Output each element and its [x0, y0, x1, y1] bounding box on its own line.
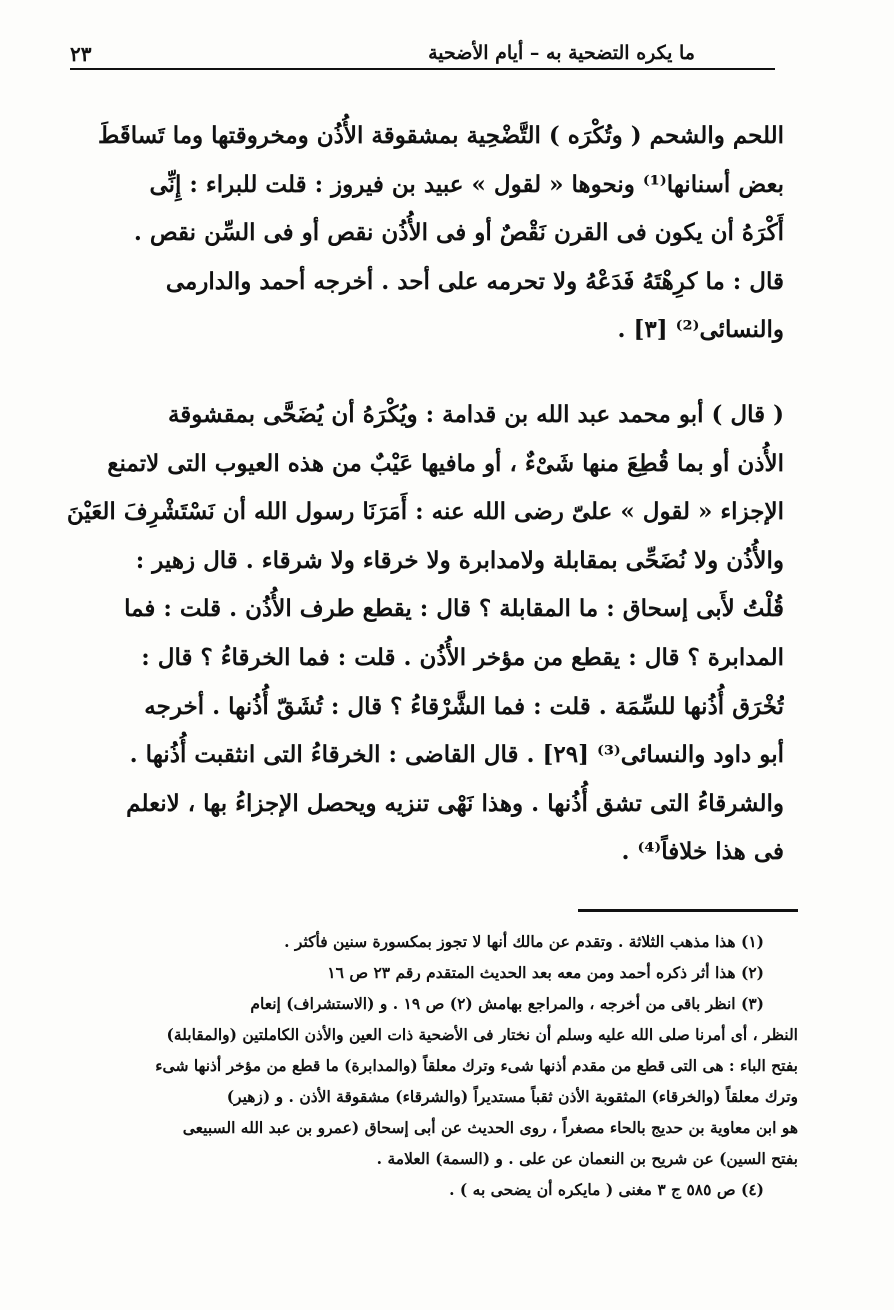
text-line: قال : ما كرِهْتَهُ فَدَعْهُ ولا تحرمه على أحد . أخرجه أحمد والدارمى	[165, 267, 784, 295]
text-line: والنسائى⁽²⁾ [٣] .	[617, 316, 784, 344]
footnote-3-line: هو ابن معاوية بن حديج بالحاء مصغراً ، روى الحديث عن أبى إسحاق (عمرو بن عبد الله السبيعى	[182, 1118, 798, 1137]
text-line: أَكْرَهُ أن يكون فى القرن نَقْصٌ أو فى الأُذُن نقص أو فى السِّن نقص .	[133, 219, 784, 247]
page-number: ٢٣	[70, 42, 92, 66]
text-line: قُلْتُ لأَبى إسحاق : ما المقابلة ؟ قال : يقطع طرف الأُذُن . قلت : فما	[124, 595, 784, 623]
footnote-3-line: النظر ، أى أمرنا صلى الله عليه وسلم أن نختار فى الأضحية ذات العين والأذن الكاملتين (والمقابلة)	[166, 1025, 798, 1044]
footnotes	[70, 926, 798, 1205]
header-rule	[70, 68, 775, 70]
text-line: المدابرة ؟ قال : يقطع من مؤخر الأُذُن . قلت : فما الخرقاءُ ؟ قال :	[141, 643, 784, 671]
footnote-3-line: وترك معلقاً (والخرقاء) المثقوبة الأذن ثقباً مستديراً (والشرقاء) مشقوقة الأذن . و (زهير)	[226, 1087, 798, 1106]
text-line: والشرقاءُ التى تشق أُذُنها . وهذا نَهْى تنزيه ويحصل الإجزاءُ بها ، لانعلم	[126, 789, 784, 817]
paragraph-2	[62, 391, 784, 877]
text-line: الأُذن أو بما قُطِعَ منها شَىْءٌ ، أو مافيها عَيْبٌ من هذه العيوب التى لاتمنع	[107, 449, 784, 477]
footnote-3-line: بفتح الباء : هى التى قطع من مقدم أذنها شىء وترك معلقاً (والمدابرة) ما قطع من مؤخر أذنها شىء	[155, 1056, 798, 1075]
text-line: أبو داود والنسائى⁽³⁾ [٢٩] . قال القاضى : الخرقاءُ التى انثقبت أُذُنها .	[129, 741, 784, 769]
footnote-4: (٤) ص ٥٨٥ ج ٣ مغنى ( مايكره أن يضحى به ) .	[449, 1180, 764, 1199]
text-line: اللحم والشحم ( وتُكْرَه ) التَّضْحِية بمشقوقة الأُذُن ومخروقتها وما تَساقَطَ	[97, 122, 784, 149]
text-line: فى هذا خلافاً⁽⁴⁾ .	[621, 838, 784, 866]
text-line: بعض أسنانها⁽¹⁾ ونحوها « لقول » عبيد بن فيروز : قلت للبراء : إِنِّى	[149, 170, 784, 198]
text-line: ( قال ) أبو محمد عبد الله بن قدامة : ويُكْرَهُ أن يُضَحَّى بمقشوقة	[167, 400, 784, 428]
text-line: الإجزاء « لقول » علىّ رضى الله عنه : أَمَرَنَا رسول الله أن نَسْتَشْرِفَ العَيْنَ	[66, 498, 784, 526]
text-line: تُخْرَق أُذُنها للسِّمَة . قلت : فما الشَّرْقاءُ ؟ قال : تُشَقّ أُذُنها . أخرجه	[144, 692, 784, 720]
footnote-3-line: (٣) انظر باقى من أخرجه ، والمراجع بهامش (٢) ص ١٩ . و (الاستشراف) إنعام	[250, 994, 764, 1013]
footnote-2: (٢) هذا أثر ذكره أحمد ومن معه بعد الحديث المتقدم رقم ٢٣ ص ١٦	[327, 963, 764, 982]
footnote-3-line: بفتح السين) عن شريح بن النعمان عن على . و (السمة) العلامة .	[376, 1149, 798, 1168]
page-header	[70, 40, 775, 70]
footnote-rule	[578, 909, 798, 912]
running-title: ما يكره التضحية به – أيام الأضحية	[428, 42, 695, 64]
paragraph-1	[62, 112, 784, 355]
text-line: والأُذُن ولا نُضَحِّى بمقابلة ولامدابرة ولا خرقاء ولا شرقاء . قال زهير :	[135, 546, 784, 574]
main-text	[62, 112, 784, 877]
footnote-1: (١) هذا مذهب الثلاثة . وتقدم عن مالك أنها لا تجوز بمكسورة سنين فأكثر .	[284, 932, 764, 951]
